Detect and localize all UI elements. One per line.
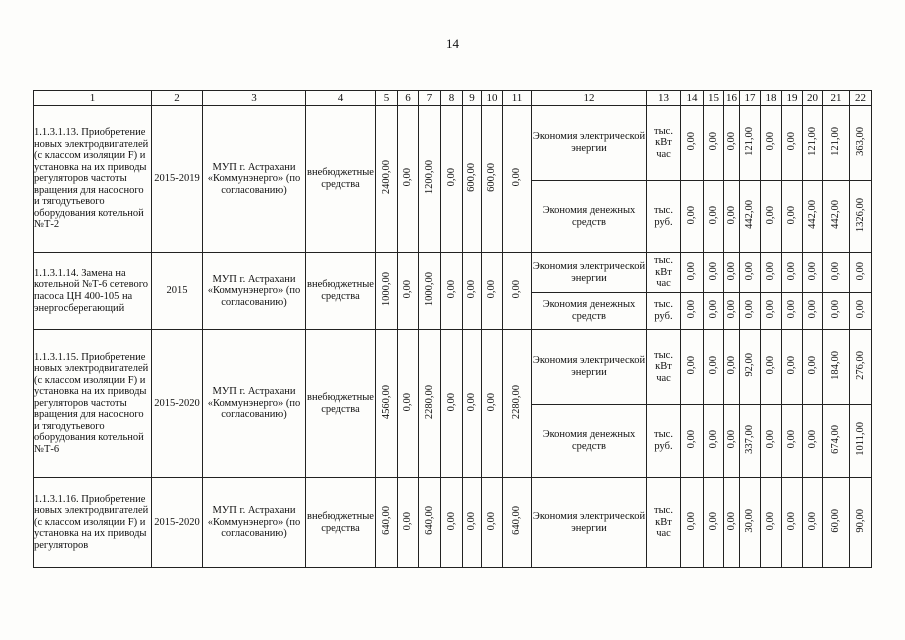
indicator-value-cell [803, 106, 823, 181]
indicator-value-cell [704, 478, 724, 568]
years-cell: 2015-2020 [152, 478, 203, 568]
executor-cell: МУП г. Астрахани «Коммунэнерго» (по согласованию) [203, 253, 306, 330]
indicator-value-cell [850, 181, 872, 253]
indicator-value: 0,00 [806, 430, 818, 449]
indicator-value: 0,00 [744, 261, 756, 280]
indicator-value-cell [740, 181, 761, 253]
funding-source-cell: внебюджетные средства [306, 330, 376, 478]
indicator-value-cell [740, 405, 761, 478]
indicator-value: 0,00 [707, 356, 719, 375]
funding-value: 640,00 [511, 506, 523, 536]
funding-value-cell [441, 106, 463, 253]
indicator-value: 0,00 [854, 261, 866, 280]
indicator-value-cell [740, 293, 761, 330]
indicator-value-cell [681, 405, 704, 478]
indicator-value-cell [704, 330, 724, 405]
indicator-value-cell [803, 405, 823, 478]
funding-value: 0,00 [402, 168, 414, 187]
indicator-name-cell: Экономия электрической энергии [532, 106, 647, 181]
indicator-value-cell [704, 293, 724, 330]
indicator-value: 121,00 [744, 126, 756, 156]
indicator-value: 0,00 [686, 205, 698, 224]
indicator-value-cell [704, 106, 724, 181]
indicator-value-cell [803, 330, 823, 405]
indicator-value: 90,00 [854, 508, 866, 533]
indicator-value: 0,00 [765, 300, 777, 319]
funding-value: 0,00 [466, 280, 478, 299]
indicator-value: 0,00 [707, 511, 719, 530]
indicator-value-cell [681, 106, 704, 181]
indicator-value: 1326,00 [854, 197, 866, 232]
column-header: 15 [704, 91, 724, 106]
indicator-value-cell [803, 253, 823, 293]
indicator-value-cell [681, 478, 704, 568]
indicator-value-cell [704, 405, 724, 478]
years-cell: 2015-2019 [152, 106, 203, 253]
indicator-value-cell [850, 106, 872, 181]
indicator-name-cell: Экономия электрической энергии [532, 253, 647, 293]
indicator-value-cell [850, 405, 872, 478]
funding-value: 0,00 [445, 168, 457, 187]
indicator-value: 0,00 [830, 300, 842, 319]
indicator-value: 442,00 [806, 200, 818, 230]
funding-value-cell [463, 253, 482, 330]
funding-value: 640,00 [423, 506, 435, 536]
indicator-value: 0,00 [686, 356, 698, 375]
indicator-value-cell [803, 478, 823, 568]
funding-value-cell [398, 330, 419, 478]
indicator-value: 0,00 [765, 356, 777, 375]
indicator-value: 0,00 [786, 205, 798, 224]
indicator-value-cell [761, 293, 782, 330]
funding-value-cell [419, 330, 441, 478]
column-header: 13 [647, 91, 681, 106]
funding-value-cell [398, 478, 419, 568]
indicator-value: 0,00 [686, 430, 698, 449]
funding-value: 2280,00 [423, 384, 435, 419]
column-header: 9 [463, 91, 482, 106]
funding-value-cell [419, 253, 441, 330]
indicator-value-cell [803, 181, 823, 253]
funding-value-cell [463, 478, 482, 568]
funding-value: 0,00 [486, 280, 498, 299]
indicator-value: 674,00 [830, 424, 842, 454]
years-cell: 2015 [152, 253, 203, 330]
indicator-value: 442,00 [744, 200, 756, 230]
funding-value: 0,00 [486, 392, 498, 411]
indicator-value: 442,00 [830, 200, 842, 230]
funding-value-cell [376, 253, 398, 330]
indicator-value: 0,00 [786, 511, 798, 530]
indicator-value: 0,00 [786, 132, 798, 151]
funding-value: 0,00 [466, 392, 478, 411]
indicator-value: 60,00 [830, 508, 842, 533]
indicator-value: 0,00 [806, 511, 818, 530]
indicator-value-cell [724, 253, 740, 293]
indicator-value-cell [761, 330, 782, 405]
indicator-value-cell [823, 405, 850, 478]
indicator-value-cell [782, 106, 803, 181]
indicator-value-cell [761, 478, 782, 568]
indicator-value: 0,00 [725, 511, 737, 530]
funding-value-cell [482, 330, 503, 478]
funding-value: 1000,00 [380, 272, 392, 307]
indicator-value: 276,00 [854, 350, 866, 380]
column-header: 5 [376, 91, 398, 106]
funding-value: 0,00 [402, 511, 414, 530]
column-header: 16 [724, 91, 740, 106]
indicator-value: 0,00 [786, 356, 798, 375]
column-header: 7 [419, 91, 441, 106]
indicator-value-cell [850, 253, 872, 293]
indicator-name-cell: Экономия электрической энергии [532, 478, 647, 568]
indicator-value: 0,00 [786, 300, 798, 319]
column-header: 2 [152, 91, 203, 106]
column-header: 12 [532, 91, 647, 106]
table-row [34, 330, 872, 405]
indicator-value-cell [681, 253, 704, 293]
indicator-value: 0,00 [765, 132, 777, 151]
column-header: 20 [803, 91, 823, 106]
funding-source-cell: внебюджетные средства [306, 253, 376, 330]
indicator-value-cell [761, 253, 782, 293]
indicator-unit-cell: тыс. кВт час [647, 253, 681, 293]
funding-value-cell [398, 253, 419, 330]
indicator-value: 337,00 [744, 424, 756, 454]
funding-value-cell [503, 478, 532, 568]
indicator-value: 121,00 [806, 126, 818, 156]
executor-cell: МУП г. Астрахани «Коммунэнерго» (по согласованию) [203, 330, 306, 478]
indicator-value: 0,00 [806, 300, 818, 319]
funding-value-cell [419, 106, 441, 253]
column-header: 3 [203, 91, 306, 106]
funding-value-cell [376, 478, 398, 568]
measures-table [33, 90, 872, 568]
indicator-value-cell [761, 181, 782, 253]
indicator-unit-cell: тыс. руб. [647, 405, 681, 478]
executor-cell: МУП г. Астрахани «Коммунэнерго» (по согласованию) [203, 106, 306, 253]
indicator-value: 0,00 [725, 430, 737, 449]
indicator-value-cell [740, 106, 761, 181]
column-header: 18 [761, 91, 782, 106]
project-name-cell: 1.1.3.1.15. Приобретение новых электродвигателей (с классом изоляции F) и установка на их приводы регуляторов частоты вращения для насосного и тягодутьевого оборудования котельной №Т-6 [34, 330, 152, 478]
indicator-unit-cell: тыс. руб. [647, 181, 681, 253]
column-header: 21 [823, 91, 850, 106]
indicator-value-cell [823, 330, 850, 405]
column-header: 4 [306, 91, 376, 106]
funding-value-cell [376, 106, 398, 253]
indicator-value: 0,00 [806, 261, 818, 280]
funding-value-cell [441, 478, 463, 568]
indicator-value: 0,00 [686, 261, 698, 280]
indicator-value-cell [782, 293, 803, 330]
funding-value-cell [482, 253, 503, 330]
column-header: 10 [482, 91, 503, 106]
funding-source-cell: внебюджетные средства [306, 106, 376, 253]
indicator-value-cell [803, 293, 823, 330]
funding-value: 640,00 [380, 506, 392, 536]
table-row [34, 106, 872, 181]
executor-cell: МУП г. Астрахани «Коммунэнерго» (по согласованию) [203, 478, 306, 568]
funding-value: 600,00 [466, 162, 478, 192]
funding-value: 0,00 [511, 168, 523, 187]
indicator-name-cell: Экономия электрической энергии [532, 330, 647, 405]
indicator-value-cell [681, 330, 704, 405]
funding-value: 1200,00 [423, 160, 435, 195]
indicator-value-cell [740, 478, 761, 568]
indicator-value-cell [782, 181, 803, 253]
indicator-value-cell [724, 293, 740, 330]
funding-value-cell [441, 253, 463, 330]
indicator-value-cell [724, 478, 740, 568]
indicator-value-cell [850, 293, 872, 330]
indicator-value-cell [782, 253, 803, 293]
indicator-value-cell [850, 478, 872, 568]
indicator-value: 0,00 [744, 300, 756, 319]
years-cell: 2015-2020 [152, 330, 203, 478]
funding-value-cell [398, 106, 419, 253]
funding-value-cell [503, 253, 532, 330]
funding-source-cell: внебюджетные средства [306, 478, 376, 568]
indicator-value: 0,00 [707, 205, 719, 224]
funding-value-cell [463, 330, 482, 478]
indicator-unit-cell: тыс. кВт час [647, 330, 681, 405]
funding-value: 0,00 [402, 280, 414, 299]
indicator-value-cell [823, 106, 850, 181]
funding-value: 0,00 [511, 280, 523, 299]
project-name-cell: 1.1.3.1.14. Замена на котельной №Т-6 сетевого пасоса ЦН 400-105 на энергосберегающий [34, 253, 152, 330]
indicator-value-cell [823, 478, 850, 568]
indicator-value: 1011,00 [854, 422, 866, 457]
funding-value: 0,00 [445, 280, 457, 299]
column-header: 19 [782, 91, 803, 106]
indicator-value-cell [782, 405, 803, 478]
funding-value-cell [376, 330, 398, 478]
indicator-value-cell [782, 478, 803, 568]
indicator-value: 0,00 [707, 300, 719, 319]
indicator-value-cell [681, 181, 704, 253]
indicator-value: 0,00 [686, 511, 698, 530]
funding-value-cell [419, 478, 441, 568]
indicator-value-cell [823, 181, 850, 253]
indicator-value-cell [761, 405, 782, 478]
indicator-value: 0,00 [765, 430, 777, 449]
indicator-value-cell [704, 253, 724, 293]
indicator-value: 0,00 [725, 356, 737, 375]
table-row [34, 478, 872, 568]
funding-value: 0,00 [402, 392, 414, 411]
indicator-value: 0,00 [806, 356, 818, 375]
funding-value-cell [463, 106, 482, 253]
table-row [34, 253, 872, 293]
indicator-value-cell [850, 330, 872, 405]
page-number: 14 [446, 36, 459, 51]
indicator-value-cell [740, 330, 761, 405]
indicator-unit-cell: тыс. кВт час [647, 106, 681, 181]
indicator-value-cell [823, 293, 850, 330]
indicator-value: 92,00 [744, 353, 756, 378]
indicator-name-cell: Экономия денежных средств [532, 405, 647, 478]
indicator-value-cell [724, 181, 740, 253]
indicator-value: 0,00 [854, 300, 866, 319]
indicator-value: 0,00 [707, 132, 719, 151]
column-header: 17 [740, 91, 761, 106]
indicator-name-cell: Экономия денежных средств [532, 293, 647, 330]
indicator-value: 0,00 [765, 261, 777, 280]
indicator-value: 363,00 [854, 126, 866, 156]
indicator-value: 184,00 [830, 350, 842, 380]
indicator-value: 0,00 [725, 300, 737, 319]
funding-value-cell [503, 106, 532, 253]
indicator-value: 0,00 [725, 132, 737, 151]
indicator-value-cell [823, 253, 850, 293]
funding-value: 0,00 [466, 511, 478, 530]
indicator-value-cell [724, 330, 740, 405]
indicator-value: 30,00 [744, 508, 756, 533]
funding-value: 600,00 [486, 162, 498, 192]
funding-value: 0,00 [445, 511, 457, 530]
column-header: 8 [441, 91, 463, 106]
indicator-value-cell [724, 106, 740, 181]
header-row [34, 91, 872, 106]
funding-value-cell [482, 478, 503, 568]
indicator-value: 121,00 [830, 126, 842, 156]
indicator-value: 0,00 [707, 430, 719, 449]
funding-value: 1000,00 [423, 272, 435, 307]
indicator-value: 0,00 [686, 132, 698, 151]
funding-value-cell [441, 330, 463, 478]
indicator-name-cell: Экономия денежных средств [532, 181, 647, 253]
indicator-value: 0,00 [707, 261, 719, 280]
indicator-value: 0,00 [725, 261, 737, 280]
indicator-unit-cell: тыс. кВт час [647, 478, 681, 568]
funding-value: 2400,00 [380, 160, 392, 195]
project-name-cell: 1.1.3.1.13. Приобретение новых электродвигателей (с классом изоляции F) и установка на их приводы регуляторов частоты вращения для насосного и тягодутьевого оборудования котельной №Т-2 [34, 106, 152, 253]
table-body [34, 106, 872, 568]
indicator-value-cell [724, 405, 740, 478]
indicator-value: 0,00 [686, 300, 698, 319]
indicator-unit-cell: тыс. руб. [647, 293, 681, 330]
funding-value: 0,00 [486, 511, 498, 530]
indicator-value-cell [761, 106, 782, 181]
funding-value: 4560,00 [380, 384, 392, 419]
indicator-value: 0,00 [786, 261, 798, 280]
project-name-cell: 1.1.3.1.16. Приобретение новых электродвигателей (с классом изоляции F) и установка на их приводы регуляторов [34, 478, 152, 568]
indicator-value: 0,00 [786, 430, 798, 449]
indicator-value-cell [782, 330, 803, 405]
funding-value: 2280,00 [511, 384, 523, 419]
indicator-value: 0,00 [765, 205, 777, 224]
indicator-value: 0,00 [725, 205, 737, 224]
funding-value-cell [503, 330, 532, 478]
column-header: 1 [34, 91, 152, 106]
indicator-value: 0,00 [765, 511, 777, 530]
funding-value: 0,00 [445, 392, 457, 411]
indicator-value-cell [681, 293, 704, 330]
indicator-value-cell [740, 253, 761, 293]
column-header: 11 [503, 91, 532, 106]
funding-value-cell [482, 106, 503, 253]
indicator-value-cell [704, 181, 724, 253]
indicator-value: 0,00 [830, 261, 842, 280]
column-header: 6 [398, 91, 419, 106]
column-header: 22 [850, 91, 872, 106]
column-header: 14 [681, 91, 704, 106]
